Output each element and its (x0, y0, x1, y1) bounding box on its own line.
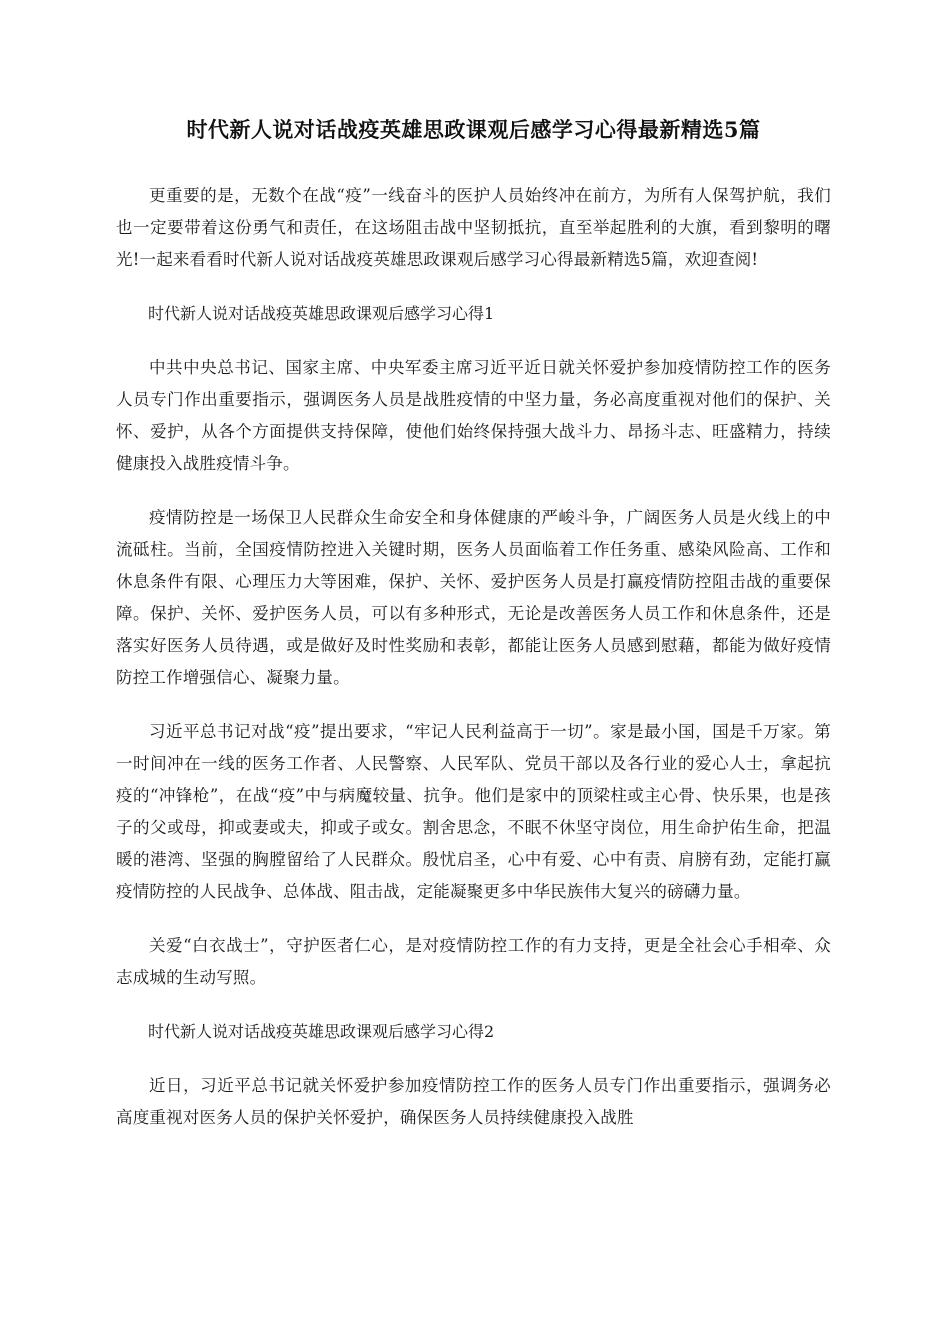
intro-paragraph: 更重要的是，无数个在战“疫”一线奋斗的医护人员始终冲在前方，为所有人保驾护航，我们也一定要带着这份勇气和责任，在这场阻击战中坚韧抵抗，直至举起胜利的大旗，看到黎明的曙光!一起来看看时代新人说对话战疫英雄思政课观后感学习心得最新精选5篇，欢迎查阅! (116, 186, 831, 269)
section-heading-1: 时代新人说对话战疫英雄思政课观后感学习心得1 (148, 304, 495, 323)
body-paragraph: 近日，习近平总书记就关怀爱护参加疫情防控工作的医务人员专门作出重要指示，强调务必高度重视对医务人员的保护关怀爱护，确保医务人员持续健康投入战胜 (116, 1076, 831, 1127)
body-paragraph: 疫情防控是一场保卫人民群众生命安全和身体健康的严峻斗争，广阔医务人员是火线上的中流砥柱。当前，全国疫情防控进入关键时期，医务人员面临着工作任务重、感染风险高、工作和休息条件有限、心理压力大等困难，保护、关怀、爱护医务人员是打赢疫情防控阻击战的重要保障。保护、关怀、爱护医务人员，可以有多种形式，无论是改善医务人员工作和休息条件，还是落实好医务人员待遇，或是做好及时性奖励和表彰，都能让医务人员感到慰藉，都能为做好疫情防控工作增强信心、凝聚力量。 (116, 508, 831, 687)
document-title: 时代新人说对话战疫英雄思政课观后感学习心得最新精选5篇 (186, 117, 761, 142)
document-page (116, 112, 831, 1156)
body-paragraph: 习近平总书记对战“疫”提出要求，“牢记人民利益高于一切”。家是最小国，国是千万家。第一时间冲在一线的医务工作者、人民警察、人民军队、党员干部以及各行业的爱心人士，拿起抗疫的“冲锋枪”，在战“疫”中与病魔较量、抗争。他们是家中的顶梁柱或主心骨、快乐果，也是孩子的父或母，抑或妻或夫，抑或子或女。割舍思念，不眠不休坚守岗位，用生命护佑生命，把温暖的港湾、坚强的胸膛留给了人民群众。殷忧启圣，心中有爱、心中有责、肩膀有劲，定能打赢疫情防控的人民战争、总体战、阻击战，定能凝聚更多中华民族伟大复兴的磅礴力量。 (116, 722, 831, 901)
body-paragraph: 中共中央总书记、国家主席、中央军委主席习近平近日就关怀爱护参加疫情防控工作的医务人员专门作出重要指示，强调医务人员是战胜疫情的中坚力量，务必高度重视对他们的保护、关怀、爱护，从各个方面提供支持保障，使他们始终保持强大战斗力、昂扬斗志、旺盛精力，持续健康投入战胜疫情斗争。 (116, 358, 831, 473)
body-paragraph: 关爱“白衣战士”，守护医者仁心，是对疫情防控工作的有力支持，更是全社会心手相牵、众志成城的生动写照。 (116, 936, 831, 987)
section-heading-2: 时代新人说对话战疫英雄思政课观后感学习心得2 (148, 1022, 495, 1041)
